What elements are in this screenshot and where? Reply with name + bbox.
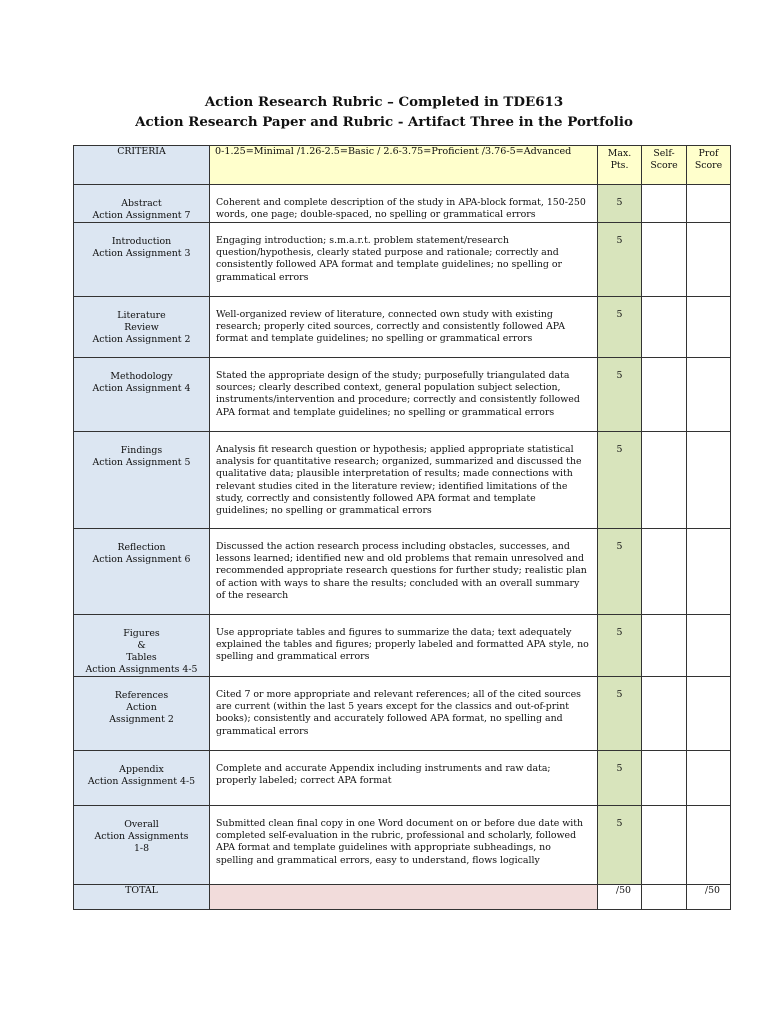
total-self-score[interactable]: [642, 885, 687, 910]
total-row: [74, 885, 731, 910]
max-points-value: 5: [616, 370, 623, 381]
self-score-cell[interactable]: [642, 297, 687, 358]
header-self-line2: Score: [650, 160, 678, 171]
max-points-value: 5: [616, 689, 623, 700]
self-score-cell[interactable]: [642, 358, 687, 432]
criteria-line: Action Assignments: [94, 831, 189, 842]
description-text: Well-organized review of literature, connected own study with existing research; properly cited sources, correctly and consistently followed APA format and template guidelines; no spelling or grammatical errors: [216, 309, 565, 345]
prof-score-cell[interactable]: [687, 297, 731, 358]
description-cell: [210, 677, 598, 751]
criteria-line: Methodology: [110, 371, 173, 382]
description-cell: [210, 751, 598, 806]
description-text: Discussed the action research process including obstacles, successes, and lessons learned; identified new and old problems that remain unresolved and recommended appropriate research questions for further study; realistic plan of action with ways to share the results; concluded with an overall summary of the research: [216, 541, 587, 601]
criteria-line: Action Assignment 5: [92, 457, 191, 468]
max-points-cell: [598, 677, 642, 751]
criteria-line: Literature: [117, 310, 166, 321]
max-points-cell: [598, 529, 642, 615]
description-cell: [210, 529, 598, 615]
description-text: Coherent and complete description of the study in APA-block format, 150-250 words, one page; double-spaced, no spelling or grammatical errors: [216, 197, 586, 221]
description-cell: [210, 297, 598, 358]
max-points-value: 5: [616, 818, 623, 829]
criteria-cell: [74, 358, 210, 432]
self-score-cell[interactable]: [642, 529, 687, 615]
max-points-cell: [598, 806, 642, 885]
header-prof-line1: Prof: [698, 148, 719, 159]
description-cell: [210, 432, 598, 529]
header-criteria: CRITERIA: [74, 146, 210, 185]
self-score-cell[interactable]: [642, 751, 687, 806]
criteria-line: Action Assignment 6: [92, 554, 191, 565]
criteria-cell: [74, 223, 210, 297]
description-text: Cited 7 or more appropriate and relevant references; all of the cited sources are current (within the last 5 years except for the classics and out-of-print books); consistently and accurately followed APA format, no spelling and grammatical errors: [216, 689, 581, 737]
criteria-cell: [74, 432, 210, 529]
self-score-cell[interactable]: [642, 806, 687, 885]
header-scale: 0-1.25=Minimal /1.26-2.5=Basic / 2.6-3.75=Proficient /3.76-5=Advanced: [210, 146, 598, 185]
criteria-cell: [74, 185, 210, 223]
rubric-row: [74, 358, 731, 432]
prof-score-cell[interactable]: [687, 677, 731, 751]
criteria-line: Action Assignment 4: [92, 383, 191, 394]
header-prof-score: [687, 146, 731, 185]
description-cell: [210, 615, 598, 677]
criteria-line: Action Assignment 2: [92, 334, 191, 345]
criteria-cell: [74, 806, 210, 885]
max-points-value: 5: [616, 444, 623, 455]
prof-score-cell[interactable]: [687, 529, 731, 615]
criteria-cell: [74, 297, 210, 358]
prof-score-cell[interactable]: [687, 751, 731, 806]
prof-score-cell[interactable]: [687, 185, 731, 223]
criteria-line: 1-8: [133, 843, 150, 854]
rubric-row: [74, 806, 731, 885]
rubric-row: [74, 223, 731, 297]
total-max-points: /50: [598, 885, 642, 910]
description-text: Engaging introduction; s.m.a.r.t. problem statement/research question/hypothesis, clearly stated purpose and rationale; correctly and consistently followed APA format and template guidelines; no spelling or grammatical errors: [216, 235, 563, 283]
criteria-line: Findings: [120, 445, 163, 456]
max-points-value: 5: [616, 541, 623, 552]
rubric-row: [74, 615, 731, 677]
criteria-line: Action Assignments 4-5: [85, 664, 198, 675]
criteria-line: Action Assignment 3: [92, 248, 191, 259]
max-points-cell: [598, 615, 642, 677]
criteria-line: Action: [126, 702, 157, 713]
rubric-row: [74, 751, 731, 806]
description-text: Analysis fit research question or hypothesis; applied appropriate statistical analysis for quantitative research; organized, summarized and discussed the qualitative data; plausible interpretation of results; made connections with relevant studies cited in the literature review; identified limitations of the study, correctly and consistently followed APA format and template guidelines; no spelling or grammatical errors: [216, 444, 582, 517]
header-row: [74, 146, 731, 185]
criteria-line: Figures: [123, 628, 160, 639]
criteria-cell: [74, 677, 210, 751]
rubric-table: [73, 145, 731, 910]
criteria-line: Review: [124, 322, 159, 333]
rubric-row: [74, 677, 731, 751]
total-description-cell: [210, 885, 598, 910]
prof-score-cell[interactable]: [687, 358, 731, 432]
header-max-line2: Pts.: [610, 160, 629, 171]
prof-score-cell[interactable]: [687, 432, 731, 529]
max-points-cell: [598, 432, 642, 529]
prof-score-cell[interactable]: [687, 615, 731, 677]
criteria-line: Overall: [124, 819, 159, 830]
criteria-line: Action Assignment 4-5: [87, 776, 196, 787]
title-line-2: Action Research Paper and Rubric - Artifact Three in the Portfolio: [135, 114, 633, 130]
description-cell: [210, 806, 598, 885]
header-max-points: [598, 146, 642, 185]
criteria-line: Abstract: [121, 198, 162, 209]
max-points-value: 5: [616, 763, 623, 774]
description-text: Stated the appropriate design of the study; purposefully triangulated data sources; clearly described context, general population subject selection, instruments/intervention and procedure; correctly and consistently followed APA format and template guidelines; no spelling or grammatical errors: [216, 370, 580, 418]
header-prof-line2: Score: [694, 160, 723, 171]
description-cell: [210, 223, 598, 297]
criteria-cell: [74, 615, 210, 677]
max-points-value: 5: [616, 235, 623, 246]
max-points-value: 5: [616, 309, 623, 320]
max-points-cell: [598, 297, 642, 358]
description-cell: [210, 358, 598, 432]
max-points-cell: [598, 751, 642, 806]
header-self-score: [642, 146, 687, 185]
title-line-1: Action Research Rubric – Completed in TDE613: [204, 94, 564, 110]
self-score-cell[interactable]: [642, 223, 687, 297]
description-text: Use appropriate tables and figures to summarize the data; text adequately explained the tables and figures; properly labeled and formatted APA style, no spelling and grammatical errors: [216, 627, 589, 663]
description-text: Submitted clean final copy in one Word document on or before due date with completed self-evaluation in the rubric, professional and scholarly, followed APA format and template guidelines with appropriate subheadings, no spelling and grammatical errors, easy to understand, flows logically: [216, 818, 584, 866]
description-text: Complete and accurate Appendix including instruments and raw data; properly labeled; correct APA format: [216, 763, 551, 787]
max-points-value: 5: [616, 197, 623, 208]
criteria-line: Appendix: [119, 764, 164, 775]
criteria-line: Tables: [126, 652, 157, 663]
header-self-line1: Self-: [653, 148, 675, 159]
max-points-cell: [598, 358, 642, 432]
prof-score-cell[interactable]: [687, 223, 731, 297]
criteria-cell: [74, 529, 210, 615]
criteria-cell: [74, 751, 210, 806]
self-score-cell[interactable]: [642, 677, 687, 751]
total-label: TOTAL: [74, 885, 210, 910]
criteria-line: Reflection: [117, 542, 166, 553]
rubric-row: [74, 432, 731, 529]
criteria-line: Assignment 2: [109, 714, 174, 725]
self-score-cell[interactable]: [642, 185, 687, 223]
rubric-row: [74, 529, 731, 615]
self-score-cell[interactable]: [642, 432, 687, 529]
document-titles: [0, 92, 768, 132]
description-cell: [210, 185, 598, 223]
criteria-line: Introduction: [111, 236, 172, 247]
rubric-row: [74, 185, 731, 223]
rubric-row: [74, 297, 731, 358]
max-points-cell: [598, 223, 642, 297]
total-prof-score[interactable]: /50: [687, 885, 731, 910]
max-points-value: 5: [616, 627, 623, 638]
criteria-line: &: [137, 640, 146, 651]
self-score-cell[interactable]: [642, 615, 687, 677]
header-max-line1: Max.: [607, 148, 632, 159]
max-points-cell: [598, 185, 642, 223]
prof-score-cell[interactable]: [687, 806, 731, 885]
criteria-line: References: [114, 690, 169, 701]
criteria-line: Action Assignment 7: [92, 210, 191, 221]
